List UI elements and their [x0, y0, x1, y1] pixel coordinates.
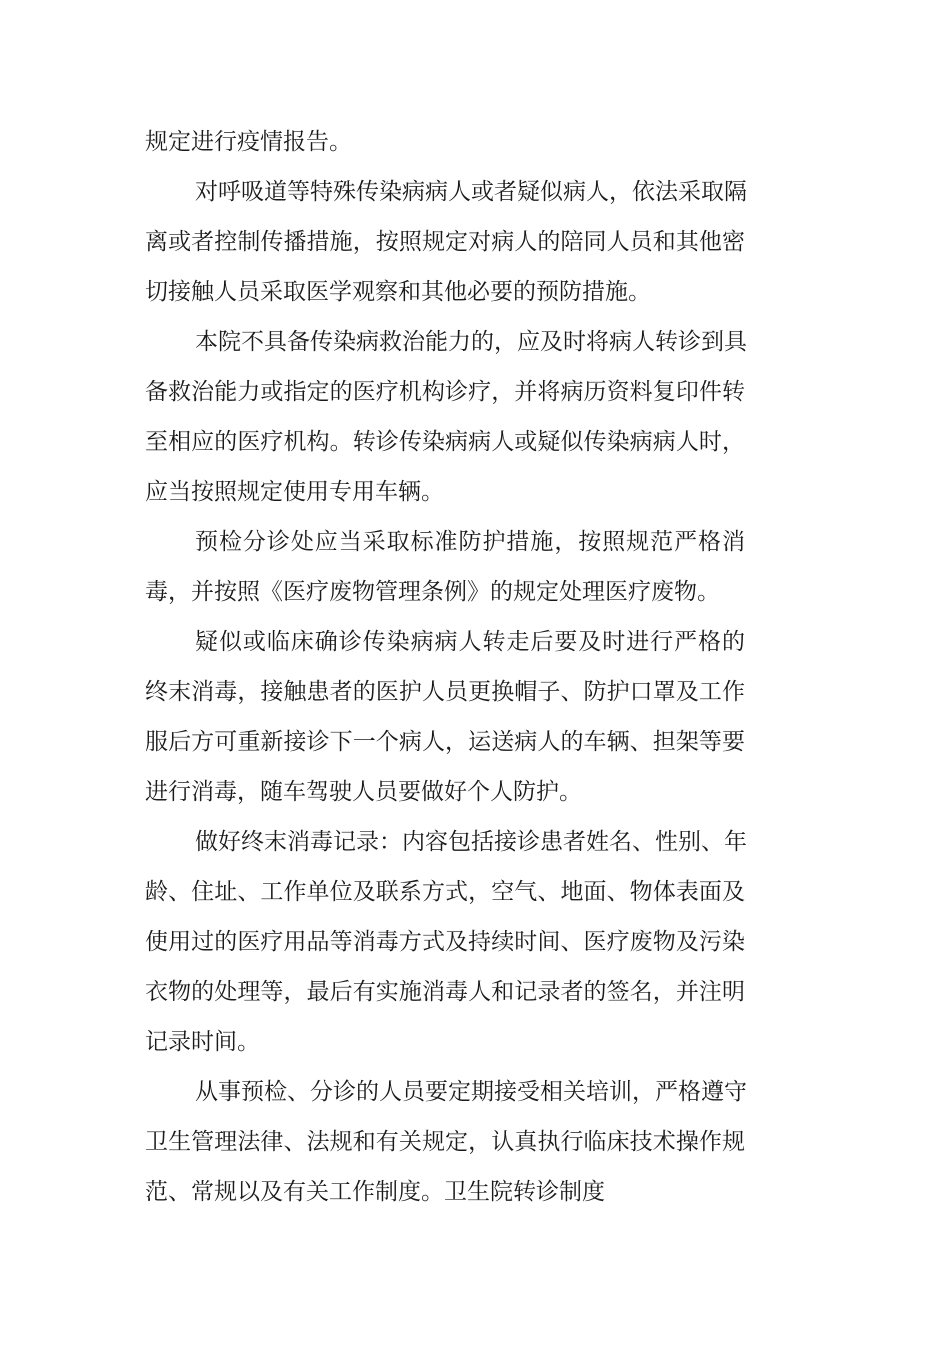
paragraph-report: [145, 117, 745, 167]
paragraph-isolation: [145, 167, 745, 317]
text-line: 衣物的处理等，最后有实施消毒人和记录者的签名，并注明: [145, 979, 745, 1005]
paragraph-triage-disinfection: [145, 517, 745, 617]
text-line: 服后方可重新接诊下一个病人，运送病人的车辆、担架等要: [145, 729, 745, 755]
text-line: 本院不具备传染病救治能力的，应及时将病人转诊到具: [195, 329, 747, 355]
text-line: 对呼吸道等特殊传染病病人或者疑似病人，依法采取隔: [195, 179, 747, 205]
text-line: 记录时间。: [145, 1029, 260, 1055]
text-line: 终末消毒，接触患者的医护人员更换帽子、防护口罩及工作: [145, 679, 745, 705]
text-line: 范、常规以及有关工作制度。卫生院转诊制度: [145, 1179, 605, 1205]
text-line: 进行消毒，随车驾驶人员要做好个人防护。: [145, 779, 582, 805]
text-line: 做好终末消毒记录：内容包括接诊患者姓名、性别、年: [195, 829, 747, 855]
text-line: 至相应的医疗机构。转诊传染病病人或疑似传染病病人时，: [145, 429, 745, 455]
paragraph-training: [145, 1067, 745, 1217]
text-line: 应当按照规定使用专用车辆。: [145, 479, 444, 505]
text-line: 卫生管理法律、法规和有关规定，认真执行临床技术操作规: [145, 1129, 745, 1155]
text-line: 龄、住址、工作单位及联系方式，空气、地面、物体表面及: [145, 879, 745, 905]
text-line: 使用过的医疗用品等消毒方式及持续时间、医疗废物及污染: [145, 929, 745, 955]
text-line: 离或者控制传播措施，按照规定对病人的陪同人员和其他密: [145, 229, 745, 255]
text-line: 毒，并按照《医疗废物管理条例》的规定处理医疗废物。: [145, 579, 720, 605]
text-line: 切接触人员采取医学观察和其他必要的预防措施。: [145, 279, 651, 305]
text-line: 从事预检、分诊的人员要定期接受相关培训，严格遵守: [195, 1079, 747, 1105]
document-page: [145, 117, 745, 1217]
text-line: 疑似或临床确诊传染病病人转走后要及时进行严格的: [195, 629, 745, 655]
paragraph-terminal-disinfection: [145, 617, 745, 817]
paragraph-disinfection-record: [145, 817, 745, 1067]
text-line: 备救治能力或指定的医疗机构诊疗，并将病历资料复印件转: [145, 379, 745, 405]
paragraph-transfer: [145, 317, 745, 517]
text-line: 预检分诊处应当采取标准防护措施，按照规范严格消: [195, 529, 745, 555]
text-line: 规定进行疫情报告。: [145, 129, 352, 155]
